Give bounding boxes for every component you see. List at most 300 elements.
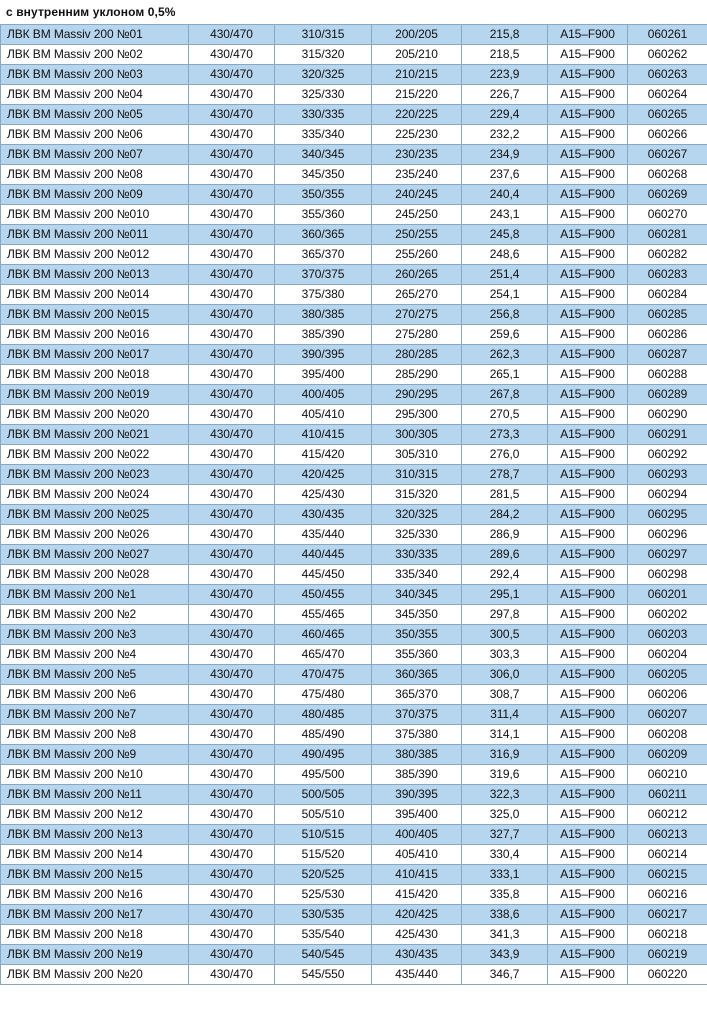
weight-cell: 251,4 (462, 265, 548, 285)
load-class-cell: A15–F900 (548, 145, 628, 165)
product-name-cell: ЛВК BM Massiv 200 №023 (1, 465, 189, 485)
product-name-cell: ЛВК BM Massiv 200 №7 (1, 705, 189, 725)
weight-cell: 295,1 (462, 585, 548, 605)
article-cell: 060296 (628, 525, 707, 545)
table-row (1, 205, 707, 225)
weight-cell: 226,7 (462, 85, 548, 105)
weight-cell: 341,3 (462, 925, 548, 945)
height-range-cell: 360/365 (275, 225, 372, 245)
product-name-cell: ЛВК BM Massiv 200 №10 (1, 765, 189, 785)
table-row (1, 845, 707, 865)
table-row (1, 565, 707, 585)
table-row (1, 505, 707, 525)
weight-cell: 322,3 (462, 785, 548, 805)
weight-cell: 248,6 (462, 245, 548, 265)
size-cell: 430/470 (189, 345, 275, 365)
depth-range-cell: 320/325 (372, 505, 462, 525)
product-name-cell: ЛВК BM Massiv 200 №011 (1, 225, 189, 245)
weight-cell: 270,5 (462, 405, 548, 425)
article-cell: 060268 (628, 165, 707, 185)
table-row (1, 65, 707, 85)
product-name-cell: ЛВК BM Massiv 200 №14 (1, 845, 189, 865)
article-cell: 060215 (628, 865, 707, 885)
article-cell: 060295 (628, 505, 707, 525)
load-class-cell: A15–F900 (548, 825, 628, 845)
article-cell: 060216 (628, 885, 707, 905)
article-cell: 060212 (628, 805, 707, 825)
depth-range-cell: 380/385 (372, 745, 462, 765)
load-class-cell: A15–F900 (548, 225, 628, 245)
load-class-cell: A15–F900 (548, 705, 628, 725)
weight-cell: 338,6 (462, 905, 548, 925)
weight-cell: 284,2 (462, 505, 548, 525)
load-class-cell: A15–F900 (548, 385, 628, 405)
depth-range-cell: 405/410 (372, 845, 462, 865)
height-range-cell: 485/490 (275, 725, 372, 745)
product-name-cell: ЛВК BM Massiv 200 №019 (1, 385, 189, 405)
product-name-cell: ЛВК BM Massiv 200 №015 (1, 305, 189, 325)
depth-range-cell: 275/280 (372, 325, 462, 345)
size-cell: 430/470 (189, 845, 275, 865)
depth-range-cell: 225/230 (372, 125, 462, 145)
depth-range-cell: 375/380 (372, 725, 462, 745)
product-name-cell: ЛВК BM Massiv 200 №014 (1, 285, 189, 305)
article-cell: 060284 (628, 285, 707, 305)
load-class-cell: A15–F900 (548, 965, 628, 985)
weight-cell: 308,7 (462, 685, 548, 705)
load-class-cell: A15–F900 (548, 625, 628, 645)
height-range-cell: 540/545 (275, 945, 372, 965)
table-row (1, 105, 707, 125)
load-class-cell: A15–F900 (548, 185, 628, 205)
size-cell: 430/470 (189, 465, 275, 485)
article-cell: 060201 (628, 585, 707, 605)
depth-range-cell: 360/365 (372, 665, 462, 685)
weight-cell: 316,9 (462, 745, 548, 765)
height-range-cell: 500/505 (275, 785, 372, 805)
product-name-cell: ЛВК BM Massiv 200 №01 (1, 25, 189, 45)
product-table-body (1, 25, 707, 985)
size-cell: 430/470 (189, 85, 275, 105)
height-range-cell: 310/315 (275, 25, 372, 45)
weight-cell: 292,4 (462, 565, 548, 585)
table-row (1, 125, 707, 145)
article-cell: 060289 (628, 385, 707, 405)
weight-cell: 335,8 (462, 885, 548, 905)
depth-range-cell: 265/270 (372, 285, 462, 305)
weight-cell: 281,5 (462, 485, 548, 505)
depth-range-cell: 260/265 (372, 265, 462, 285)
height-range-cell: 465/470 (275, 645, 372, 665)
load-class-cell: A15–F900 (548, 205, 628, 225)
table-row (1, 625, 707, 645)
table-row (1, 865, 707, 885)
depth-range-cell: 340/345 (372, 585, 462, 605)
size-cell: 430/470 (189, 825, 275, 845)
product-name-cell: ЛВК BM Massiv 200 №024 (1, 485, 189, 505)
load-class-cell: A15–F900 (548, 545, 628, 565)
table-row (1, 225, 707, 245)
size-cell: 430/470 (189, 225, 275, 245)
product-name-cell: ЛВК BM Massiv 200 №1 (1, 585, 189, 605)
product-name-cell: ЛВК BM Massiv 200 №4 (1, 645, 189, 665)
depth-range-cell: 295/300 (372, 405, 462, 425)
height-range-cell: 490/495 (275, 745, 372, 765)
depth-range-cell: 395/400 (372, 805, 462, 825)
table-row (1, 685, 707, 705)
load-class-cell: A15–F900 (548, 285, 628, 305)
size-cell: 430/470 (189, 765, 275, 785)
weight-cell: 276,0 (462, 445, 548, 465)
height-range-cell: 530/535 (275, 905, 372, 925)
size-cell: 430/470 (189, 805, 275, 825)
article-cell: 060206 (628, 685, 707, 705)
height-range-cell: 475/480 (275, 685, 372, 705)
table-row (1, 965, 707, 985)
height-range-cell: 385/390 (275, 325, 372, 345)
table-row (1, 25, 707, 45)
height-range-cell: 370/375 (275, 265, 372, 285)
load-class-cell: A15–F900 (548, 945, 628, 965)
size-cell: 430/470 (189, 245, 275, 265)
article-cell: 060264 (628, 85, 707, 105)
table-row (1, 405, 707, 425)
load-class-cell: A15–F900 (548, 485, 628, 505)
table-row (1, 345, 707, 365)
load-class-cell: A15–F900 (548, 25, 628, 45)
height-range-cell: 525/530 (275, 885, 372, 905)
depth-range-cell: 330/335 (372, 545, 462, 565)
table-row (1, 725, 707, 745)
size-cell: 430/470 (189, 305, 275, 325)
weight-cell: 311,4 (462, 705, 548, 725)
table-row (1, 185, 707, 205)
load-class-cell: A15–F900 (548, 85, 628, 105)
size-cell: 430/470 (189, 165, 275, 185)
load-class-cell: A15–F900 (548, 325, 628, 345)
depth-range-cell: 215/220 (372, 85, 462, 105)
load-class-cell: A15–F900 (548, 685, 628, 705)
article-cell: 060285 (628, 305, 707, 325)
weight-cell: 303,3 (462, 645, 548, 665)
depth-range-cell: 345/350 (372, 605, 462, 625)
depth-range-cell: 425/430 (372, 925, 462, 945)
depth-range-cell: 230/235 (372, 145, 462, 165)
weight-cell: 297,8 (462, 605, 548, 625)
height-range-cell: 440/445 (275, 545, 372, 565)
size-cell: 430/470 (189, 945, 275, 965)
table-row (1, 805, 707, 825)
product-name-cell: ЛВК BM Massiv 200 №08 (1, 165, 189, 185)
weight-cell: 256,8 (462, 305, 548, 325)
table-row (1, 265, 707, 285)
product-name-cell: ЛВК BM Massiv 200 №13 (1, 825, 189, 845)
article-cell: 060202 (628, 605, 707, 625)
height-range-cell: 520/525 (275, 865, 372, 885)
table-row (1, 465, 707, 485)
product-name-cell: ЛВК BM Massiv 200 №3 (1, 625, 189, 645)
article-cell: 060217 (628, 905, 707, 925)
height-range-cell: 430/435 (275, 505, 372, 525)
article-cell: 060261 (628, 25, 707, 45)
size-cell: 430/470 (189, 965, 275, 985)
weight-cell: 325,0 (462, 805, 548, 825)
height-range-cell: 480/485 (275, 705, 372, 725)
product-name-cell: ЛВК BM Massiv 200 №05 (1, 105, 189, 125)
article-cell: 060262 (628, 45, 707, 65)
product-name-cell: ЛВК BM Massiv 200 №020 (1, 405, 189, 425)
product-name-cell: ЛВК BM Massiv 200 №03 (1, 65, 189, 85)
height-range-cell: 470/475 (275, 665, 372, 685)
product-name-cell: ЛВК BM Massiv 200 №20 (1, 965, 189, 985)
table-row (1, 645, 707, 665)
depth-range-cell: 270/275 (372, 305, 462, 325)
table-row (1, 165, 707, 185)
size-cell: 430/470 (189, 605, 275, 625)
load-class-cell: A15–F900 (548, 505, 628, 525)
size-cell: 430/470 (189, 65, 275, 85)
depth-range-cell: 355/360 (372, 645, 462, 665)
weight-cell: 232,2 (462, 125, 548, 145)
article-cell: 060293 (628, 465, 707, 485)
height-range-cell: 395/400 (275, 365, 372, 385)
article-cell: 060205 (628, 665, 707, 685)
height-range-cell: 335/340 (275, 125, 372, 145)
size-cell: 430/470 (189, 185, 275, 205)
table-row (1, 85, 707, 105)
table-row (1, 445, 707, 465)
load-class-cell: A15–F900 (548, 765, 628, 785)
depth-range-cell: 385/390 (372, 765, 462, 785)
product-name-cell: ЛВК BM Massiv 200 №02 (1, 45, 189, 65)
product-name-cell: ЛВК BM Massiv 200 №021 (1, 425, 189, 445)
height-range-cell: 350/355 (275, 185, 372, 205)
size-cell: 430/470 (189, 485, 275, 505)
depth-range-cell: 315/320 (372, 485, 462, 505)
height-range-cell: 455/465 (275, 605, 372, 625)
article-cell: 060283 (628, 265, 707, 285)
table-row (1, 885, 707, 905)
weight-cell: 223,9 (462, 65, 548, 85)
size-cell: 430/470 (189, 125, 275, 145)
depth-range-cell: 365/370 (372, 685, 462, 705)
weight-cell: 306,0 (462, 665, 548, 685)
height-range-cell: 405/410 (275, 405, 372, 425)
weight-cell: 343,9 (462, 945, 548, 965)
article-cell: 060204 (628, 645, 707, 665)
load-class-cell: A15–F900 (548, 805, 628, 825)
product-name-cell: ЛВК BM Massiv 200 №013 (1, 265, 189, 285)
size-cell: 430/470 (189, 745, 275, 765)
load-class-cell: A15–F900 (548, 425, 628, 445)
depth-range-cell: 250/255 (372, 225, 462, 245)
height-range-cell: 420/425 (275, 465, 372, 485)
product-name-cell: ЛВК BM Massiv 200 №07 (1, 145, 189, 165)
table-row (1, 45, 707, 65)
weight-cell: 327,7 (462, 825, 548, 845)
height-range-cell: 315/320 (275, 45, 372, 65)
article-cell: 060203 (628, 625, 707, 645)
size-cell: 430/470 (189, 885, 275, 905)
height-range-cell: 400/405 (275, 385, 372, 405)
size-cell: 430/470 (189, 925, 275, 945)
depth-range-cell: 200/205 (372, 25, 462, 45)
depth-range-cell: 280/285 (372, 345, 462, 365)
table-caption: с внутренним уклоном 0,5% (6, 5, 176, 19)
load-class-cell: A15–F900 (548, 305, 628, 325)
table-row (1, 665, 707, 685)
table-row (1, 925, 707, 945)
load-class-cell: A15–F900 (548, 585, 628, 605)
height-range-cell: 410/415 (275, 425, 372, 445)
product-name-cell: ЛВК BM Massiv 200 №017 (1, 345, 189, 365)
weight-cell: 215,8 (462, 25, 548, 45)
height-range-cell: 460/465 (275, 625, 372, 645)
product-name-cell: ЛВК BM Massiv 200 №12 (1, 805, 189, 825)
article-cell: 060290 (628, 405, 707, 425)
depth-range-cell: 240/245 (372, 185, 462, 205)
article-cell: 060292 (628, 445, 707, 465)
article-cell: 060213 (628, 825, 707, 845)
article-cell: 060281 (628, 225, 707, 245)
height-range-cell: 325/330 (275, 85, 372, 105)
load-class-cell: A15–F900 (548, 725, 628, 745)
product-name-cell: ЛВК BM Massiv 200 №17 (1, 905, 189, 925)
depth-range-cell: 400/405 (372, 825, 462, 845)
load-class-cell: A15–F900 (548, 165, 628, 185)
depth-range-cell: 435/440 (372, 965, 462, 985)
article-cell: 060269 (628, 185, 707, 205)
size-cell: 430/470 (189, 585, 275, 605)
size-cell: 430/470 (189, 545, 275, 565)
size-cell: 430/470 (189, 865, 275, 885)
load-class-cell: A15–F900 (548, 845, 628, 865)
product-name-cell: ЛВК BM Massiv 200 №04 (1, 85, 189, 105)
product-name-cell: ЛВК BM Massiv 200 №15 (1, 865, 189, 885)
product-name-cell: ЛВК BM Massiv 200 №012 (1, 245, 189, 265)
load-class-cell: A15–F900 (548, 445, 628, 465)
article-cell: 060207 (628, 705, 707, 725)
height-range-cell: 415/420 (275, 445, 372, 465)
depth-range-cell: 290/295 (372, 385, 462, 405)
size-cell: 430/470 (189, 385, 275, 405)
height-range-cell: 515/520 (275, 845, 372, 865)
weight-cell: 259,6 (462, 325, 548, 345)
table-row (1, 325, 707, 345)
height-range-cell: 380/385 (275, 305, 372, 325)
size-cell: 430/470 (189, 285, 275, 305)
load-class-cell: A15–F900 (548, 645, 628, 665)
load-class-cell: A15–F900 (548, 885, 628, 905)
height-range-cell: 535/540 (275, 925, 372, 945)
weight-cell: 273,3 (462, 425, 548, 445)
weight-cell: 333,1 (462, 865, 548, 885)
depth-range-cell: 350/355 (372, 625, 462, 645)
depth-range-cell: 305/310 (372, 445, 462, 465)
size-cell: 430/470 (189, 425, 275, 445)
size-cell: 430/470 (189, 325, 275, 345)
weight-cell: 254,1 (462, 285, 548, 305)
depth-range-cell: 210/215 (372, 65, 462, 85)
load-class-cell: A15–F900 (548, 465, 628, 485)
product-name-cell: ЛВК BM Massiv 200 №16 (1, 885, 189, 905)
size-cell: 430/470 (189, 205, 275, 225)
load-class-cell: A15–F900 (548, 245, 628, 265)
product-name-cell: ЛВК BM Massiv 200 №9 (1, 745, 189, 765)
size-cell: 430/470 (189, 25, 275, 45)
depth-range-cell: 420/425 (372, 905, 462, 925)
size-cell: 430/470 (189, 445, 275, 465)
weight-cell: 234,9 (462, 145, 548, 165)
height-range-cell: 545/550 (275, 965, 372, 985)
article-cell: 060298 (628, 565, 707, 585)
depth-range-cell: 390/395 (372, 785, 462, 805)
depth-range-cell: 255/260 (372, 245, 462, 265)
table-row (1, 945, 707, 965)
product-name-cell: ЛВК BM Massiv 200 №6 (1, 685, 189, 705)
article-cell: 060220 (628, 965, 707, 985)
load-class-cell: A15–F900 (548, 905, 628, 925)
load-class-cell: A15–F900 (548, 925, 628, 945)
load-class-cell: A15–F900 (548, 105, 628, 125)
load-class-cell: A15–F900 (548, 665, 628, 685)
depth-range-cell: 220/225 (372, 105, 462, 125)
weight-cell: 237,6 (462, 165, 548, 185)
depth-range-cell: 235/240 (372, 165, 462, 185)
weight-cell: 286,9 (462, 525, 548, 545)
product-name-cell: ЛВК BM Massiv 200 №19 (1, 945, 189, 965)
load-class-cell: A15–F900 (548, 125, 628, 145)
table-row (1, 905, 707, 925)
table-row (1, 485, 707, 505)
weight-cell: 229,4 (462, 105, 548, 125)
weight-cell: 319,6 (462, 765, 548, 785)
load-class-cell: A15–F900 (548, 265, 628, 285)
article-cell: 060267 (628, 145, 707, 165)
depth-range-cell: 310/315 (372, 465, 462, 485)
table-row (1, 365, 707, 385)
size-cell: 430/470 (189, 505, 275, 525)
article-cell: 060291 (628, 425, 707, 445)
table-row (1, 745, 707, 765)
size-cell: 430/470 (189, 665, 275, 685)
weight-cell: 314,1 (462, 725, 548, 745)
table-row (1, 285, 707, 305)
table-row (1, 385, 707, 405)
load-class-cell: A15–F900 (548, 785, 628, 805)
height-range-cell: 375/380 (275, 285, 372, 305)
product-name-cell: ЛВК BM Massiv 200 №06 (1, 125, 189, 145)
height-range-cell: 365/370 (275, 245, 372, 265)
product-name-cell: ЛВК BM Massiv 200 №11 (1, 785, 189, 805)
weight-cell: 218,5 (462, 45, 548, 65)
size-cell: 430/470 (189, 905, 275, 925)
height-range-cell: 495/500 (275, 765, 372, 785)
size-cell: 430/470 (189, 565, 275, 585)
size-cell: 430/470 (189, 785, 275, 805)
load-class-cell: A15–F900 (548, 345, 628, 365)
depth-range-cell: 245/250 (372, 205, 462, 225)
article-cell: 060263 (628, 65, 707, 85)
height-range-cell: 355/360 (275, 205, 372, 225)
depth-range-cell: 430/435 (372, 945, 462, 965)
article-cell: 060265 (628, 105, 707, 125)
height-range-cell: 425/430 (275, 485, 372, 505)
weight-cell: 330,4 (462, 845, 548, 865)
article-cell: 060287 (628, 345, 707, 365)
height-range-cell: 320/325 (275, 65, 372, 85)
weight-cell: 240,4 (462, 185, 548, 205)
